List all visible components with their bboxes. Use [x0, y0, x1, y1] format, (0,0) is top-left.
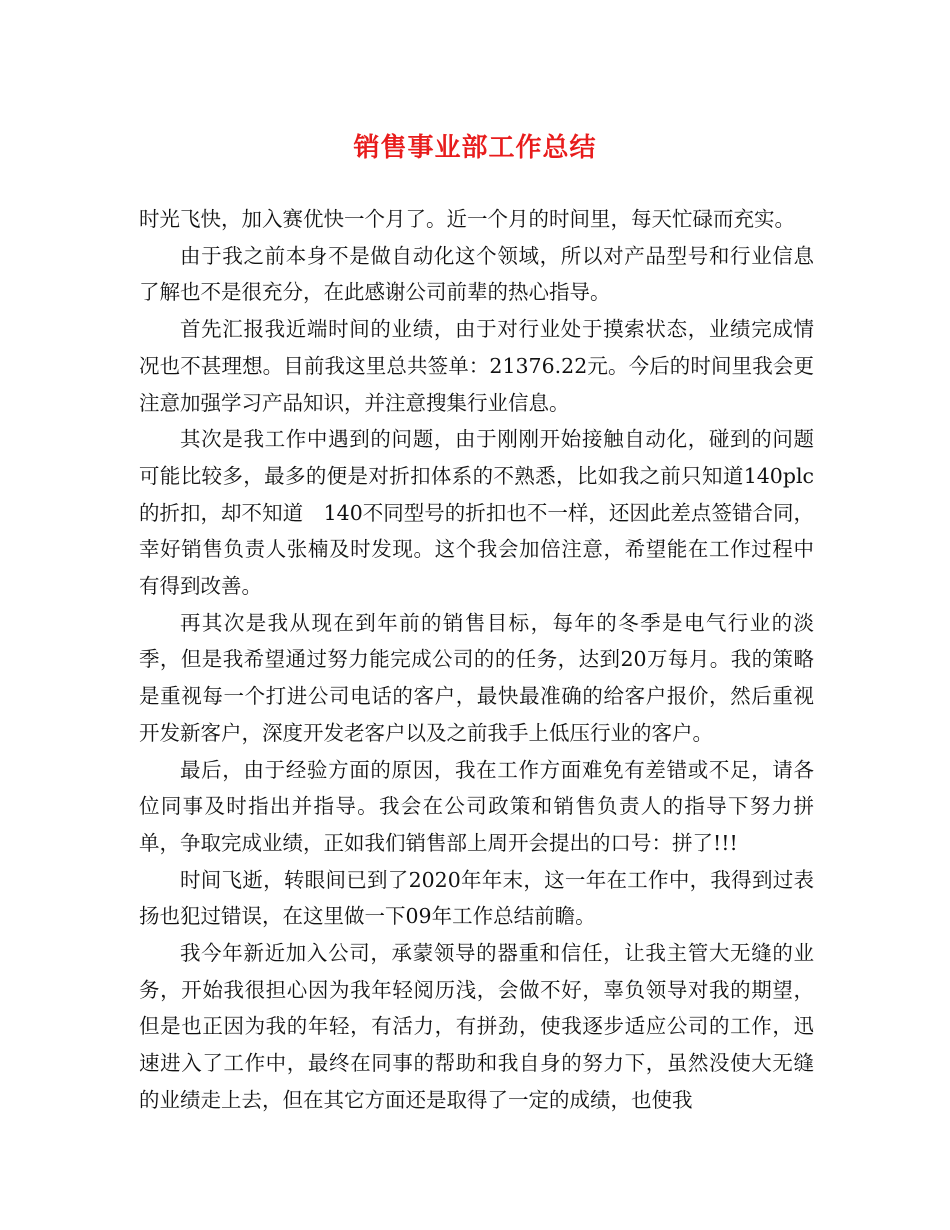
paragraph-4: 其次是我工作中遇到的问题，由于刚刚开始接触自动化，碰到的问题可能比较多，最多的便是对折扣体系的不熟悉，比如我之前只知道140plc的折扣，却不知道 140不同型号的折扣也不一样，还因此差点签错合同，幸好销售负责人张楠及时发现。这个我会加倍注意，希望能在工作过程中有得到改善。 — [139, 427, 814, 599]
paragraph-3: 首先汇报我近端时间的业绩，由于对行业处于摸索状态，业绩完成情况也不甚理想。目前我这里总共签单：21376.22元。今后的时间里我会更注意加强学习产品知识，并注意搜集行业信息。 — [139, 317, 814, 415]
paragraph-8: 我今年新近加入公司，承蒙领导的器重和信任，让我主管大无缝的业务，开始我很担心因为我年轻阅历浅，会做不好，辜负领导对我的期望，但是也正因为我的年轻，有活力，有拼劲，使我逐步适应公司的工作，迅速进入了工作中，最终在同事的帮助和我自身的努力下，虽然没使大无缝的业绩走上去，但在其它方面还是取得了一定的成绩，也使我 — [139, 941, 814, 1112]
paragraph-1: 时光飞快，加入赛优快一个月了。近一个月的时间里，每天忙碌而充实。 — [139, 207, 795, 231]
paragraph-2: 由于我之前本身不是做自动化这个领域，所以对产品型号和行业信息了解也不是很充分，在此感谢公司前辈的热心指导。 — [139, 243, 814, 305]
document-body — [139, 201, 814, 1119]
paragraph-5: 再其次是我从现在到年前的销售目标，每年的冬季是电气行业的淡季，但是我希望通过努力能完成公司的的任务，达到20万每月。我的策略是重视每一个打进公司电话的客户，最快最准确的给客户报价，然后重视开发新客户，深度开发老客户以及之前我手上低压行业的客户。 — [139, 610, 814, 745]
paragraph-7: 时间飞逝，转眼间已到了2020年年末，这一年在工作中，我得到过表扬也犯过错误，在这里做一下09年工作总结前瞻。 — [139, 867, 814, 929]
document-title: 销售事业部工作总结 — [353, 133, 597, 163]
paragraph-6: 最后，由于经验方面的原因，我在工作方面难免有差错或不足，请各位同事及时指出并指导。我会在公司政策和销售负责人的指导下努力拼单，争取完成业绩，正如我们销售部上周开会提出的口号：拼了!!! — [139, 757, 814, 855]
